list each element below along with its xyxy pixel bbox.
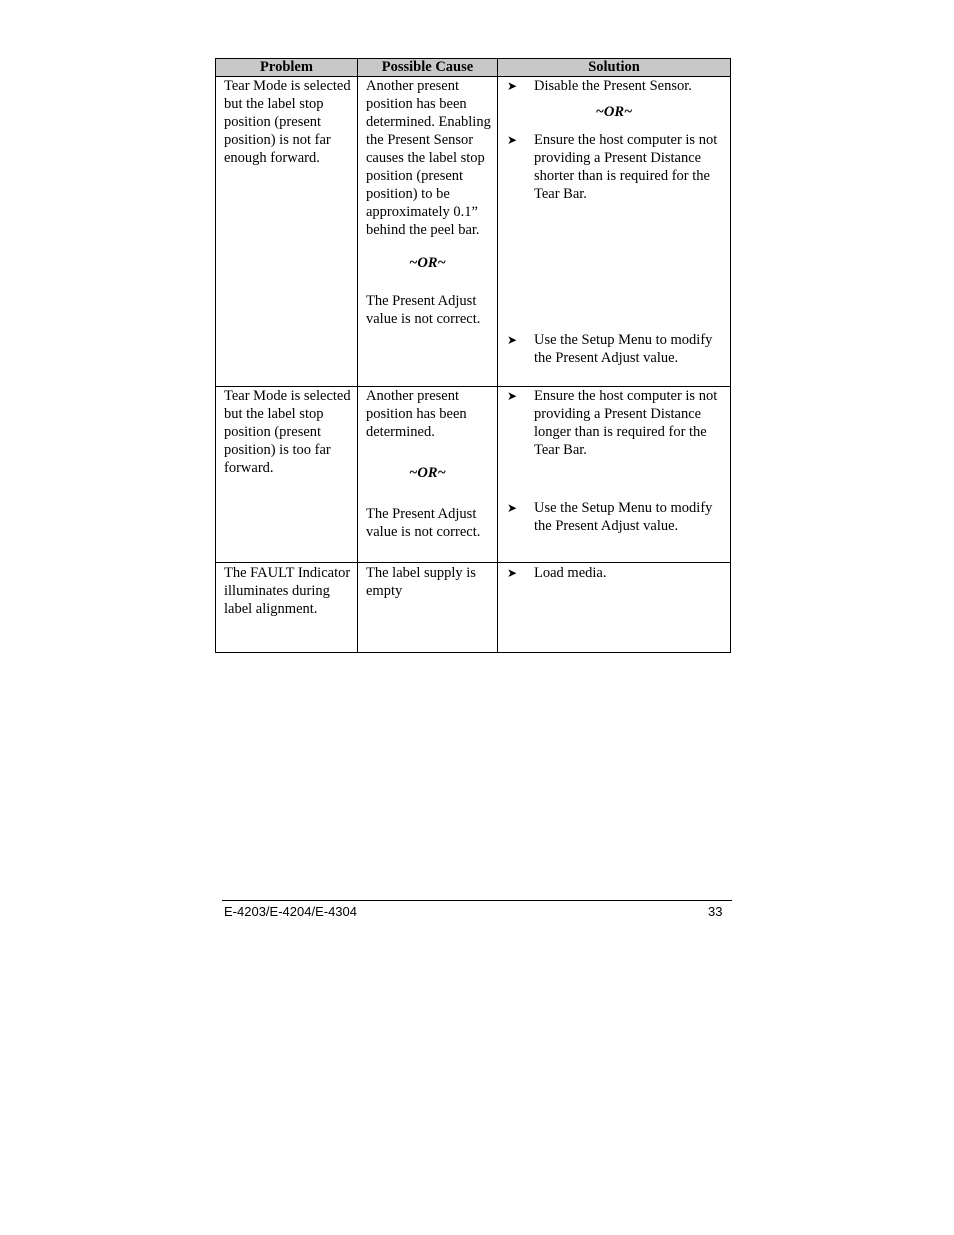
table-row [216, 563, 731, 653]
cause-text: The Present Adjust value is not correct. [366, 506, 481, 540]
arrowhead-bullet-icon: ➤ [507, 333, 518, 347]
arrowhead-bullet-icon: ➤ [507, 389, 518, 403]
table-header-row [216, 59, 731, 77]
arrowhead-bullet-icon: ➤ [507, 501, 518, 515]
solution-item [498, 499, 730, 535]
or-separator: ~OR~ [409, 255, 446, 271]
solution-text: Ensure the host computer is not providing a Present Distance longer than is required for the Tear Bar. [534, 388, 718, 458]
header-possible-cause: Possible Cause [358, 59, 498, 77]
cause-cell [358, 563, 498, 653]
solution-item [498, 77, 730, 95]
solution-text: Load media. [534, 565, 607, 581]
cause-text: Another present position has been determined. [366, 388, 467, 440]
solution-text: Disable the Present Sensor. [534, 78, 692, 94]
or-separator: ~OR~ [595, 104, 633, 120]
solution-item [498, 331, 730, 367]
problem-cell [216, 387, 358, 563]
troubleshooting-table [215, 58, 731, 653]
problem-text: Tear Mode is selected but the label stop position (present position) is too far forward. [224, 388, 351, 476]
header-problem: Problem [216, 59, 358, 77]
or-separator: ~OR~ [409, 465, 446, 481]
header-solution: Solution [498, 59, 731, 77]
problem-cell [216, 563, 358, 653]
cause-text: The Present Adjust value is not correct. [366, 293, 481, 327]
footer-divider [222, 900, 732, 901]
solution-cell [498, 563, 731, 653]
problem-text: Tear Mode is selected but the label stop position (present position) is not far enough forward. [224, 78, 351, 166]
arrowhead-bullet-icon: ➤ [507, 133, 518, 147]
arrowhead-bullet-icon: ➤ [507, 79, 518, 93]
solution-text: Ensure the host computer is not providing a Present Distance shorter than is required for the Tear Bar. [534, 132, 718, 202]
arrowhead-bullet-icon: ➤ [507, 566, 518, 580]
footer-page-number: 33 [708, 904, 723, 919]
footer-model: E-4203/E-4204/E-4304 [224, 904, 357, 919]
cause-cell [358, 77, 498, 387]
problem-text: The FAULT Indicator illuminates during label alignment. [224, 565, 351, 617]
table-row [216, 77, 731, 387]
table-row [216, 387, 731, 563]
solution-cell [498, 77, 731, 387]
solution-item [498, 564, 730, 582]
solution-cell [498, 387, 731, 563]
solution-text: Use the Setup Menu to modify the Present Adjust value. [534, 332, 713, 366]
cause-text: The label supply is empty [366, 565, 476, 599]
solution-item [498, 387, 730, 459]
solution-text: Use the Setup Menu to modify the Present Adjust value. [534, 500, 713, 534]
problem-cell [216, 77, 358, 387]
cause-text: Another present position has been determined. Enabling the Present Sensor causes the label stop position (present position) to be approximately 0.1” behind the peel bar. [366, 78, 491, 238]
cause-cell [358, 387, 498, 563]
solution-item [498, 131, 730, 203]
